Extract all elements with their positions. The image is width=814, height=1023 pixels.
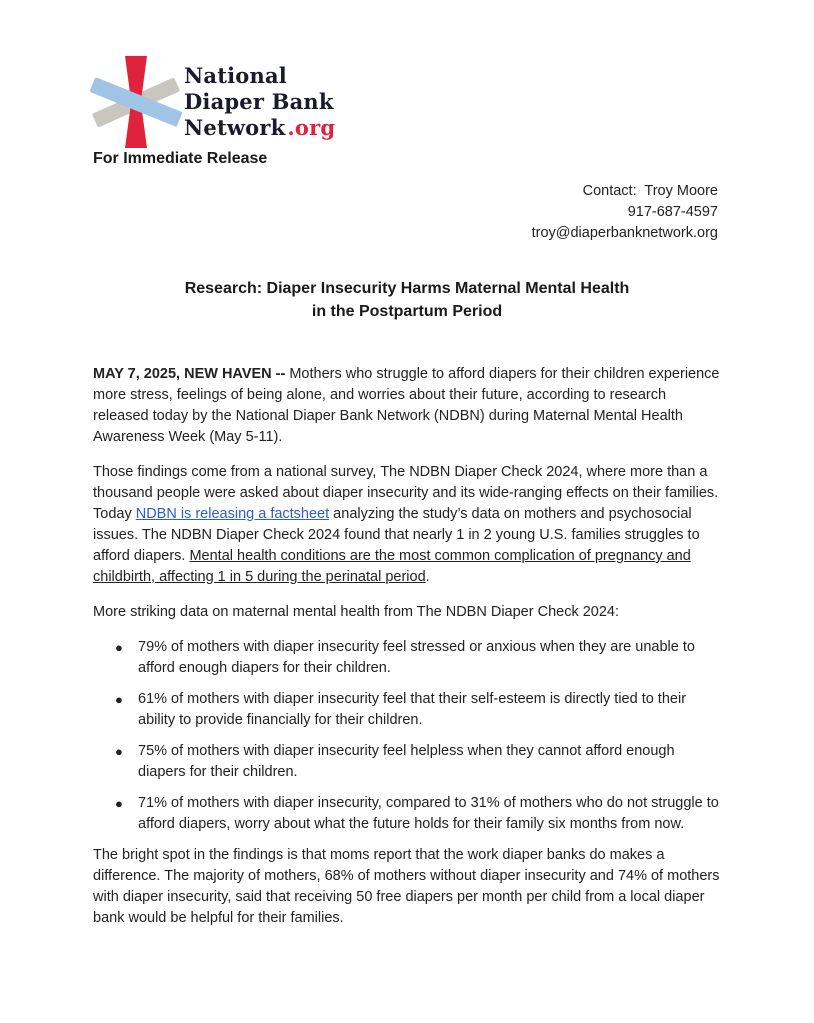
logo-line-1: National	[184, 63, 287, 88]
paragraph-bright-spot: The bright spot in the findings is that moms report that the work diaper banks do makes a difference. The majority of mothers, 68% of mothers without diaper insecurity and 74% of mothers with diaper insecurity, said that receiving 50 free diapers per month per child from a local diaper bank would be helpful for their families.	[93, 847, 720, 926]
bullet-text-stressed: 79% of mothers with diaper insecurity feel stressed or anxious when they are unable to afford enough diapers for their children.	[138, 639, 695, 676]
logo-line-3	[184, 115, 335, 141]
contact-email: troy@diaperbanknetwork.org	[531, 225, 718, 241]
paragraph-2-text-c: .	[425, 569, 430, 585]
bullet-icon: ●	[115, 796, 123, 811]
contact-block	[532, 181, 718, 244]
logo-wordmark	[184, 63, 335, 141]
contact-name: Contact: Troy Moore	[582, 183, 718, 199]
body-content	[93, 364, 722, 943]
bullet-text-self-esteem: 61% of mothers with diaper insecurity feel that their self-esteem is directly tied to their ability to provide financially for their children.	[138, 691, 687, 728]
paragraph-dateline	[93, 364, 722, 448]
bullet-icon: ●	[115, 744, 123, 759]
document-title	[0, 277, 814, 323]
paragraph-1-text: Mothers who struggle to afford diapers for their children experience more stress, feelings of being alone, and worries about their future, according to research released today by the National Diaper Bank Network (NDBN) during Maternal Mental Health Awareness Week (May 5-11).	[93, 366, 720, 445]
logo-org-suffix: .org	[287, 115, 336, 140]
bullet-text-helpless: 75% of mothers with diaper insecurity feel helpless when they cannot afford enough diapers for their children.	[138, 743, 675, 780]
title-line-2: in the Postpartum Period	[311, 303, 503, 320]
bullet-icon: ●	[115, 640, 123, 655]
list-item	[93, 793, 722, 835]
list-item	[93, 637, 722, 679]
statistics-list	[93, 637, 722, 835]
paragraph-2-text-b: analyzing the study’s data on mothers and psychosocial issues. The NDBN Diaper Check 2024 found that nearly 1 in 2 young U.S. families struggles to afford diapers.	[93, 506, 700, 564]
title-line-1: Research: Diaper Insecurity Harms Maternal Mental Health	[184, 280, 630, 297]
list-item	[93, 689, 722, 731]
paragraph-survey	[93, 462, 722, 588]
contact-phone: 917-687-4597	[627, 204, 718, 220]
factsheet-link[interactable]: NDBN is releasing a factsheet	[135, 506, 330, 522]
list-item	[93, 741, 722, 783]
bullet-text-future-worry: 71% of mothers with diaper insecurity, compared to 31% of mothers who do not struggle to afford diapers, worry about what the future holds for their family six months from now.	[138, 795, 719, 832]
release-label: For Immediate Release	[93, 150, 268, 167]
paragraph-list-intro: More striking data on maternal mental health from The NDBN Diaper Check 2024:	[93, 604, 620, 620]
ndbn-asterisk-icon	[100, 56, 172, 148]
logo-network-text: Network	[184, 115, 286, 140]
logo-line-2: Diaper Bank	[184, 89, 334, 114]
paragraph-2-text-a: Those findings come from a national survey, The NDBN Diaper Check 2024, where more than a thousand people were asked about diaper insecurity and its wide-ranging effects on their families. Today	[93, 464, 719, 522]
dateline: MAY 7, 2025, NEW HAVEN --	[93, 366, 286, 382]
bullet-icon: ●	[115, 692, 123, 707]
paragraph-2-underlined-text: Mental health conditions are the most common complication of pregnancy and childbirth, affecting 1 in 5 during the perinatal period	[93, 548, 691, 585]
ndbn-logo	[100, 56, 335, 148]
